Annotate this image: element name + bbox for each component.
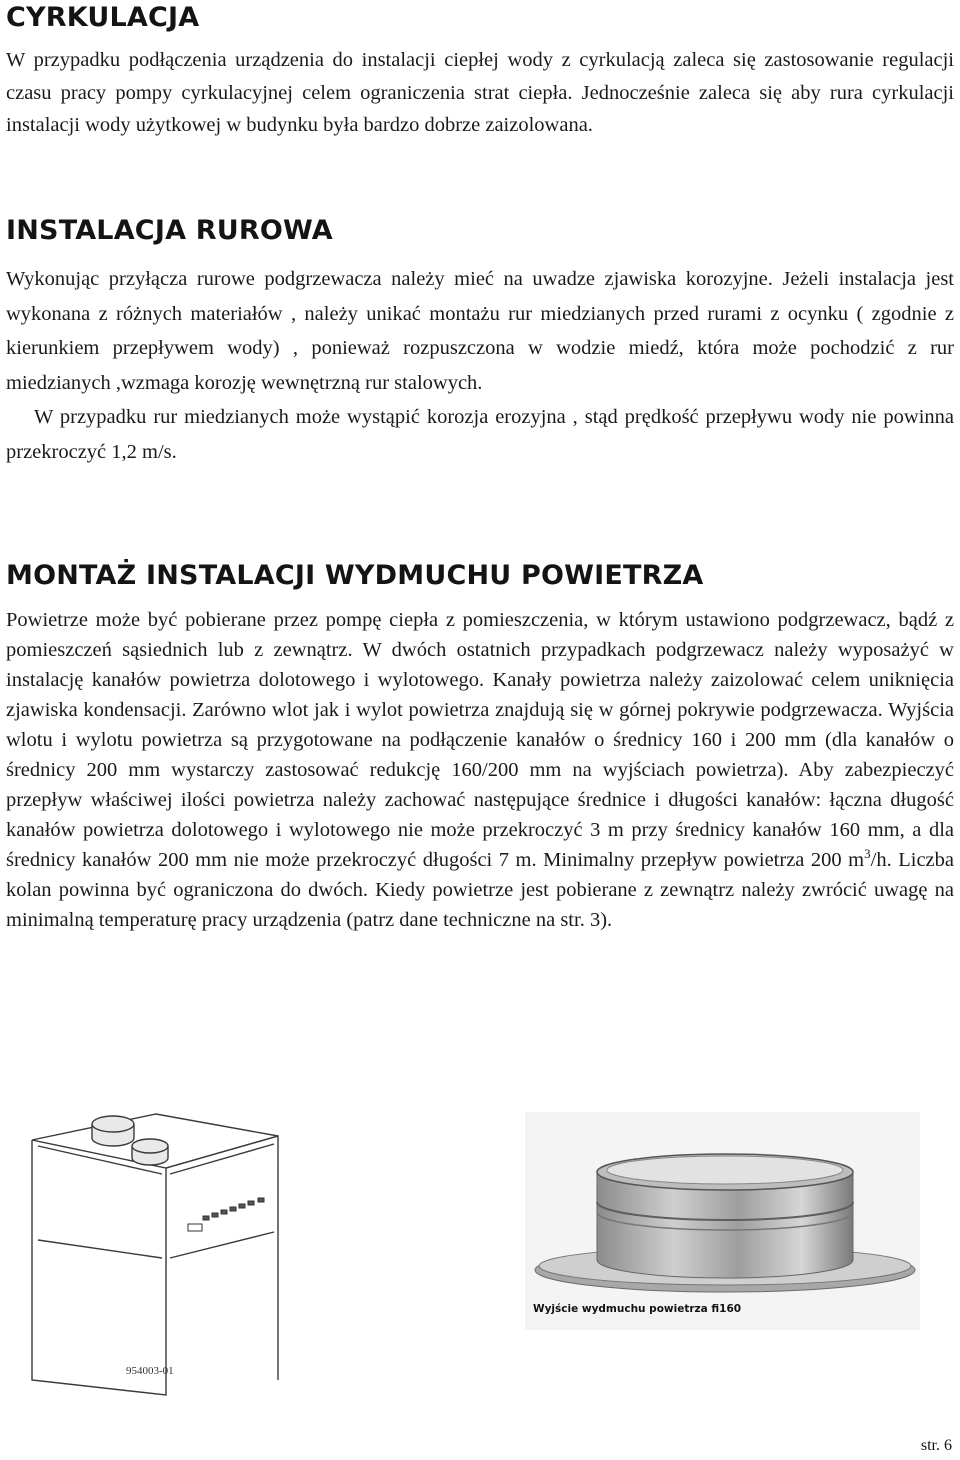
section-heading-montaz: MONTAŻ INSTALACJI WYDMUCHU POWIETRZA (6, 560, 704, 591)
paragraph-text: W przypadku podłączenia urządzenia do instalacji ciepłej wody z cyrkulacją zaleca się zastosowanie regulacji czasu pracy pompy cyrkulacyjnej celem ograniczenia strat ciepła. Jednocześnie zaleca się aby rura cyrkulacji instalacji wody użytkowej w budynku była bardzo dobrze zaizolowana. (6, 49, 954, 136)
paragraph-montaz (6, 605, 954, 935)
heater-illustration (28, 1110, 298, 1400)
paragraph-cyrkulacja (6, 44, 954, 142)
paragraph-text: W przypadku rur miedzianych może wystąpić korozja erozyjna , stąd prędkość przepływu wody nie powinna przekroczyć 1,2 m/s. (6, 406, 954, 463)
paragraph-instalacja-rurowa (6, 262, 954, 469)
paragraph-text (6, 605, 954, 935)
section-heading-cyrkulacja: CYRKULACJA (6, 2, 200, 33)
air-outlet-photo (525, 1112, 920, 1330)
heater-code-label: 954003-01 (126, 1365, 174, 1377)
paragraph-text: Wykonując przyłącza rurowe podgrzewacza należy mieć na uwadze zjawiska korozyjne. Jeżeli instalacja jest wykonana z różnych materiałów , należy unikać montażu rur miedzianych przed rurami z ocynku ( zgodnie z kierunkiem przepływem wody) , ponieważ rozpuszczona w wodzie miedź, która może pochodzić z rur miedzianych ,wzmaga korozję wewnętrzną rur stalowych. (6, 268, 954, 394)
paragraph-text-part: Powietrze może być pobierane przez pompę ciepła z pomieszczenia, w którym ustawiono podgrzewacz, bądź z pomieszczeń sąsiednich lub z zewnątrz. W dwóch ostatnich przypadkach podgrzewacz należy wyposażyć w instalację kanałów powietrza dolotowego i wylotowego. Kanały powietrza należy zaizolować celem uniknięcia zjawiska kondensacji. Zarówno wlot jak i wylot powietrza znajdują się w górnej pokrywie podgrzewacza. Wyjścia wlotu i wylotu powietrza są przygotowane na podłączenie kanałów o średnicy 160 i 200 mm (dla kanałów o średnicy 200 mm wystarczy zastosować redukcję 160/200 mm na wyjściach powietrza). Aby zabezpieczyć przepływ właściwej ilości powietrza należy zachować następujące średnice i długości kanałów: łączna długość kanałów powietrza dolotowego i wylotowego nie może przekroczyć 3 m przy średnicy kanałów 160 mm, a dla średnicy kanałów 200 mm nie może przekroczyć długości 7 m. Minimalny przepływ powietrza 200 m (6, 609, 954, 871)
air-outlet-caption: Wyjście wydmuchu powietrza fi160 (533, 1303, 742, 1315)
paragraph-text-part: /h. Liczba kolan powinna być ograniczona do dwóch. Kiedy powietrze jest pobierane z zewnątrz należy zwrócić uwagę na minimalną temperaturę pracy urządzenia (patrz dane techniczne na str. 3). (6, 849, 954, 931)
air-outlet-drawing (525, 1112, 920, 1302)
page-number: str. 6 (920, 1437, 952, 1454)
superscript-three: 3 (864, 846, 871, 862)
section-heading-instalacja-rurowa: INSTALACJA RUROWA (6, 215, 333, 246)
heater-drawing (28, 1110, 298, 1400)
